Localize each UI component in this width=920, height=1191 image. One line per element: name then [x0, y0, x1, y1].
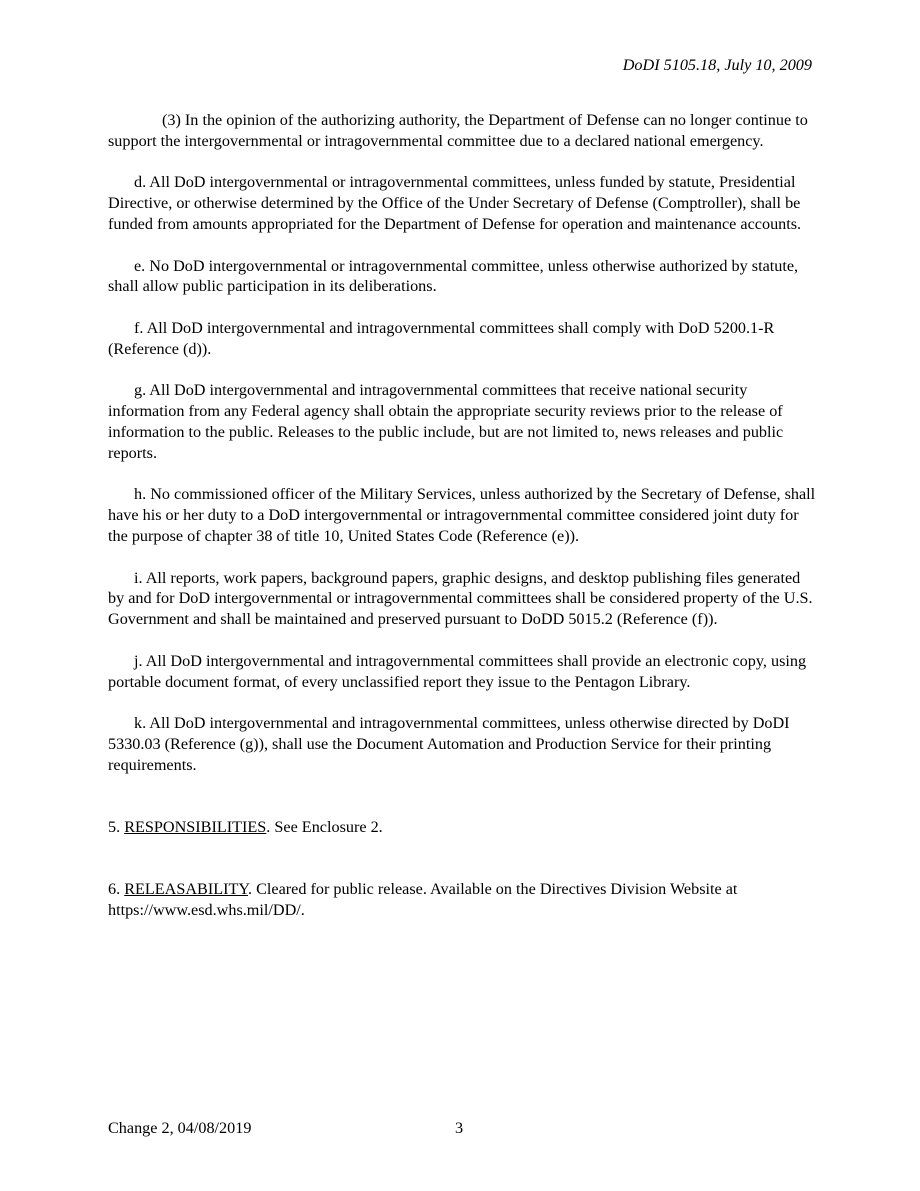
change-notice: Change 2, 04/08/2019 [108, 1119, 252, 1137]
section-number: 5. [108, 818, 125, 837]
paragraph-k: k. All DoD intergovernmental and intragovernmental committees, unless otherwise directed by DoDI 5330.03 (Reference (g)), shall use the Document Automation and Production Service for their printing requirements. [108, 714, 790, 774]
document-reference: DoDI 5105.18, July 10, 2009 [622, 56, 812, 74]
section-text: . Cleared for public release. Available on the Directives Division Website at https://www.esd.whs.mil/DD/. [108, 880, 738, 920]
page-footer [108, 1118, 818, 1138]
paragraph-d: d. All DoD intergovernmental or intragovernmental committees, unless funded by statute, Presidential Directive, or otherwise determined by the Office of the Under Secretary of Defense (Comptroller), shall be funded from amounts appropriated for the Department of Defense for operation and maintenance accounts. [108, 173, 802, 233]
paragraph-j: j. All DoD intergovernmental and intragovernmental committees shall provide an electronic copy, using portable document format, of every unclassified report they issue to the Pentagon Library. [108, 651, 807, 691]
section-number: 6. [108, 880, 125, 899]
section-title: RESPONSIBILITIES [124, 818, 267, 837]
section-title: RELEASABILITY [124, 880, 248, 899]
paragraph-e: e. No DoD intergovernmental or intragovernmental committee, unless otherwise authorized by statute, shall allow public participation in its deliberations. [108, 256, 799, 296]
paragraph-g: g. All DoD intergovernmental and intragovernmental committees that receive national security information from any Federal agency shall obtain the appropriate security reviews prior to the release of information to the public. Releases to the public include, but are not limited to, news releases and public reports. [108, 381, 784, 462]
paragraph-f: f. All DoD intergovernmental and intragovernmental committees shall comply with DoD 5200.1-R (Reference (d)). [108, 318, 775, 358]
section-releasability [108, 879, 818, 921]
document-body [108, 110, 818, 942]
paragraph-h: h. No commissioned officer of the Military Services, unless authorized by the Secretary of Defense, shall have his or her duty to a DoD intergovernmental or intragovernmental committee considered joint duty for the purpose of chapter 38 of title 10, United States Code (Reference (e)). [108, 485, 816, 545]
paragraph-i: i. All reports, work papers, background papers, graphic designs, and desktop publishing files generated by and for DoD intergovernmental or intragovernmental committees shall be considered property of the U.S. Government and shall be maintained and preserved pursuant to DoDD 5015.2 (Reference (f)). [108, 568, 813, 629]
section-text: . See Enclosure 2. [266, 818, 383, 837]
paragraph-c3: (3) In the opinion of the authorizing authority, the Department of Defense can no longer continue to support the intergovernmental or intragovernmental committee due to a declared national emergency. [108, 111, 808, 150]
page-number: 3 [455, 1119, 464, 1137]
section-responsibilities [108, 817, 818, 838]
